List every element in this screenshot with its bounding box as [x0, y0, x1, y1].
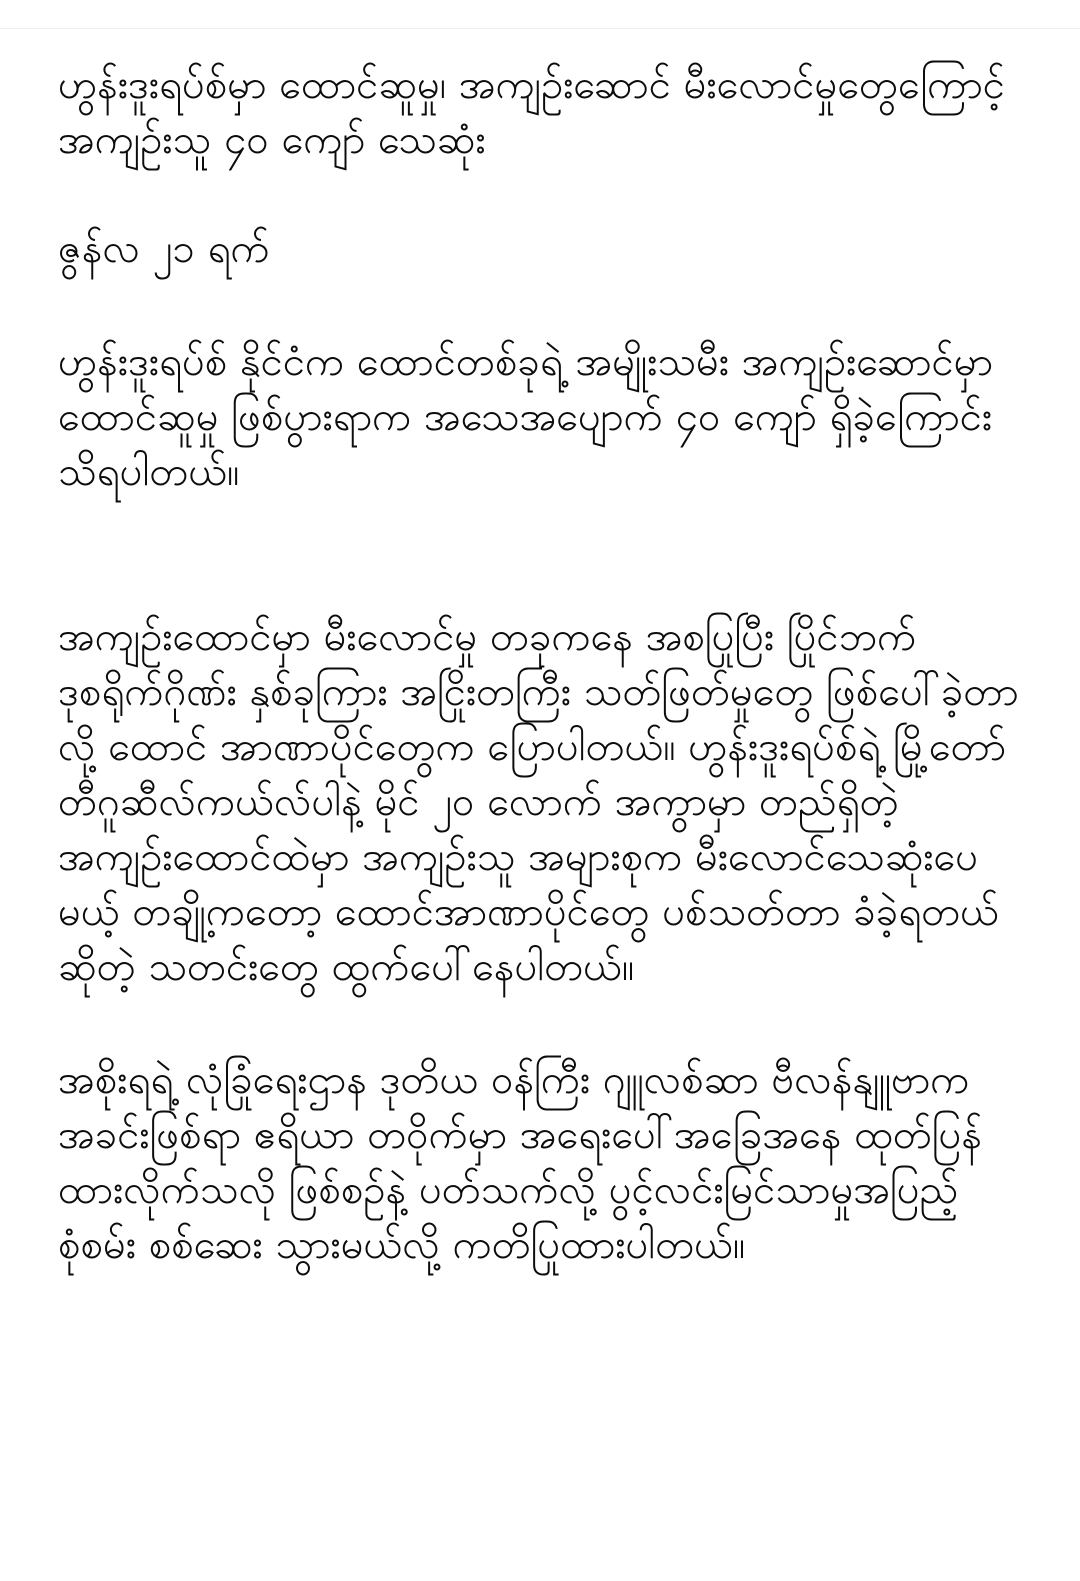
- article-paragraph: အကျဉ်းထောင်မှာ မီးလောင်မှု တခုကနေ အစပြုပြီး ပြိုင်ဘက် ဒုစရိုက်ဂိုဏ်း နှစ်ခုကြား အငြိုးတကြီး သတ်ဖြတ်မှုတွေ ဖြစ်ပေါ်ခဲ့တာလို့ ထောင် အာဏာပိုင်တွေက ပြောပါတယ်။ ဟွန်းဒူးရပ်စ်ရဲ့ မြို့တော် တီဂူဆီလ်ကယ်လ်ပါနဲ့ မိုင် ၂၀ လောက် အကွာမှာ တည်ရှိတဲ့ အကျဉ်းထောင်ထဲမှာ အကျဉ်းသူ အများစုက မီးလောင်သေဆုံးပေမယ့် တချို့ကတော့ ထောင်အာဏာပိုင်တွေ ပစ်သတ်တာ ခံခဲ့ရတယ်ဆိုတဲ့ သတင်းတွေ ထွက်ပေါ်နေပါတယ်။: [58, 614, 1019, 990]
- article-paragraph: ဟွန်းဒူးရပ်စ် နိုင်ငံက ထောင်တစ်ခုရဲ့ အမျိုးသမီး အကျဉ်းဆောင်မှာ ထောင်ဆူမှု ဖြစ်ပွားရာက အသေအပျောက် ၄၀ ကျော် ရှိခဲ့ကြောင်း သိရပါတယ်။: [58, 339, 994, 495]
- top-divider: [0, 28, 1080, 29]
- article-paragraph: အစိုးရရဲ့ လုံခြုံရေးဌာန ဒုတိယ ဝန်ကြီး ဂျူလစ်ဆာ ဗီလန်နျူဗာက အခင်းဖြစ်ရာ ဧရိယာ တဝိုက်မှာ အရေးပေါ်အခြေအနေ ထုတ်ပြန်ထားလိုက်သလို ဖြစ်စဉ်နဲ့ ပတ်သက်လို့ ပွင့်လင်းမြင်သာမှုအပြည့် စုံစမ်း စစ်ဆေး သွားမယ်လို့ ကတိပြုထားပါတယ်။: [58, 1057, 983, 1268]
- article-dateline: ဇွန်လ ၂၁ ရက်: [58, 226, 270, 272]
- article-body: [58, 58, 1024, 1273]
- article-headline: ဟွန်းဒူးရပ်စ်မှာ ထောင်ဆူမှု၊ အကျဉ်းဆောင် မီးလောင်မှုတွေကြောင့် အကျဉ်းသူ ၄၀ ကျော် သေဆုံး: [58, 62, 1005, 163]
